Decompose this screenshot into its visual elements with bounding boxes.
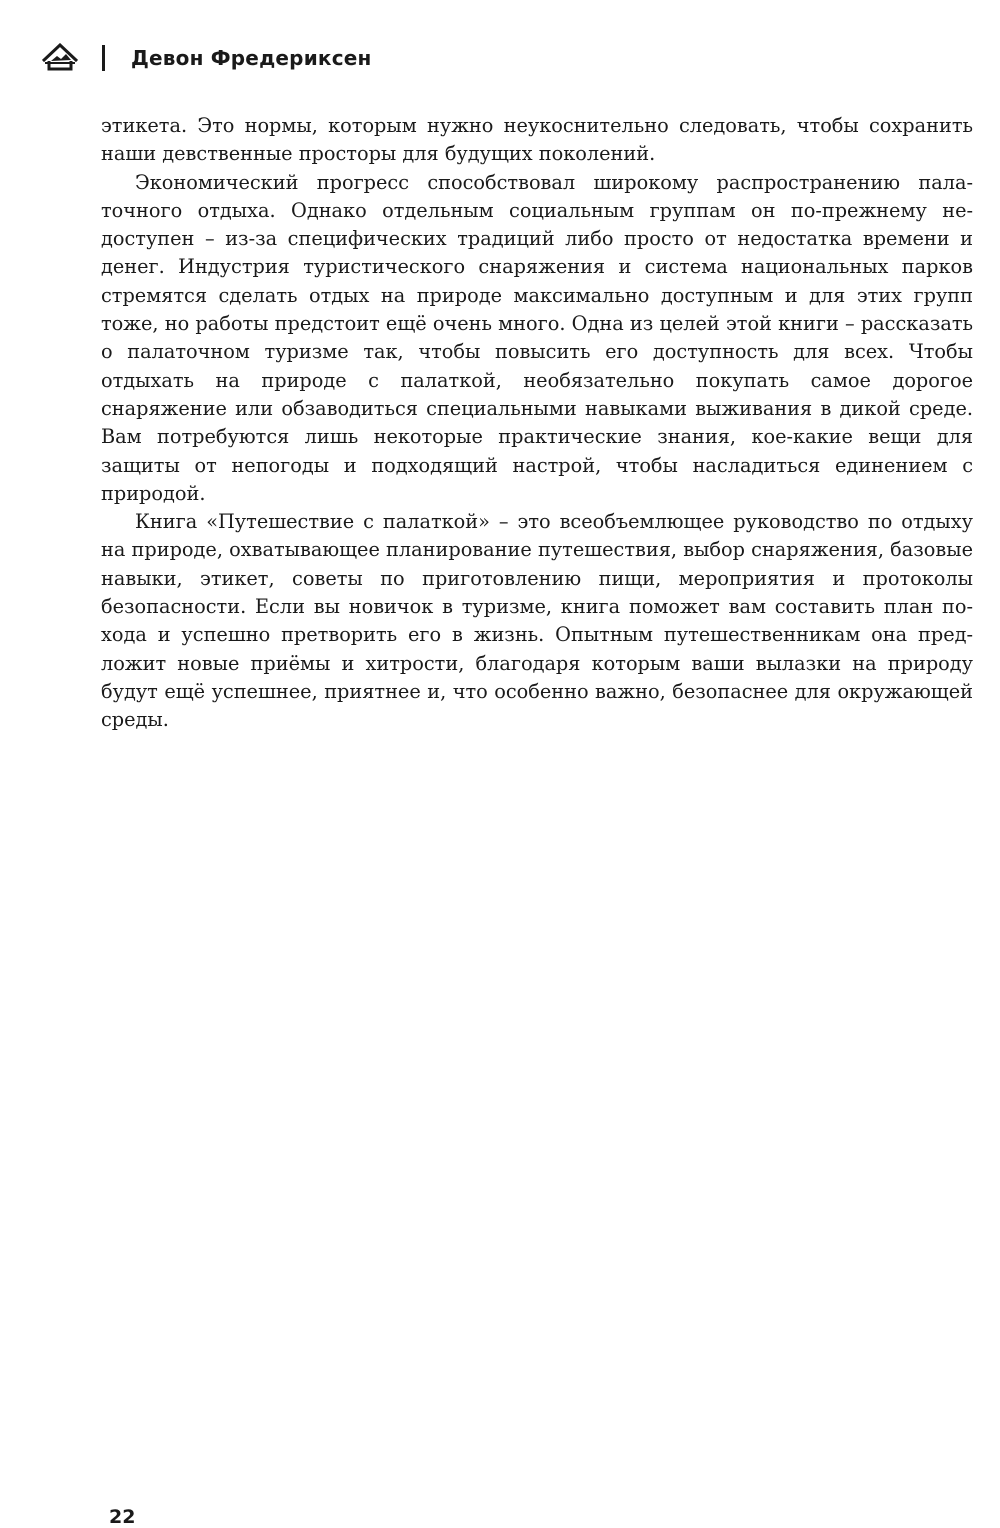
paragraph: Экономический прогресс способствовал широкому распространению палаточного отдыха. Однако отдельным социальным группам он по-прежнему недоступен – из-за специфических традиций либо просто от недостатка времени и денег. Индустрия туристического снаряжения и система национальных парков стремятся сделать отдых на природе максимально доступным и для этих групп тоже, но работы предстоит ещё очень много. Одна из целей этой книги – рассказать о палаточном туризме так, чтобы повысить его доступность для всех. Чтобы отдыхать на природе с палаткой, необязательно покупать самое дорогое снаряжение или обзаводиться специальными навыками выживания в дикой среде. Вам потребуются лишь некоторые практические знания, кое-какие вещи для защиты от непогоды и подходящий настрой, чтобы насладиться единением с природой. [101, 170, 973, 505]
mountain-tent-logo-icon [42, 43, 78, 73]
paragraph: Книга «Путешествие с палаткой» – это всеобъемлющее руководство по отдыху на природе, охватывающее планирование путешествия, выбор снаряжения, базовые навыки, этикет, советы по приготовлению пищи, мероприятия и протоколы безопасности. Если вы новичок в туризме, книга поможет вам составить план похода и успешно претворить его в жизнь. Опытным путешественникам она предложит новые приёмы и хитрости, благодаря которым ваши вылазки на природу будут ещё успешнее, приятнее и, что особенно важно, безопаснее для окружающей среды. [101, 510, 973, 732]
running-head-author: Девон Фредериксен [131, 46, 372, 70]
body-text [101, 112, 973, 735]
page-number: 22 [109, 1506, 136, 1528]
running-head [42, 40, 372, 76]
paragraph-continued: этикета. Это нормы, которым нужно неукоснительно следовать, чтобы сохранить наши девственные просторы для будущих поколений. [101, 114, 973, 166]
header-divider [102, 45, 105, 71]
